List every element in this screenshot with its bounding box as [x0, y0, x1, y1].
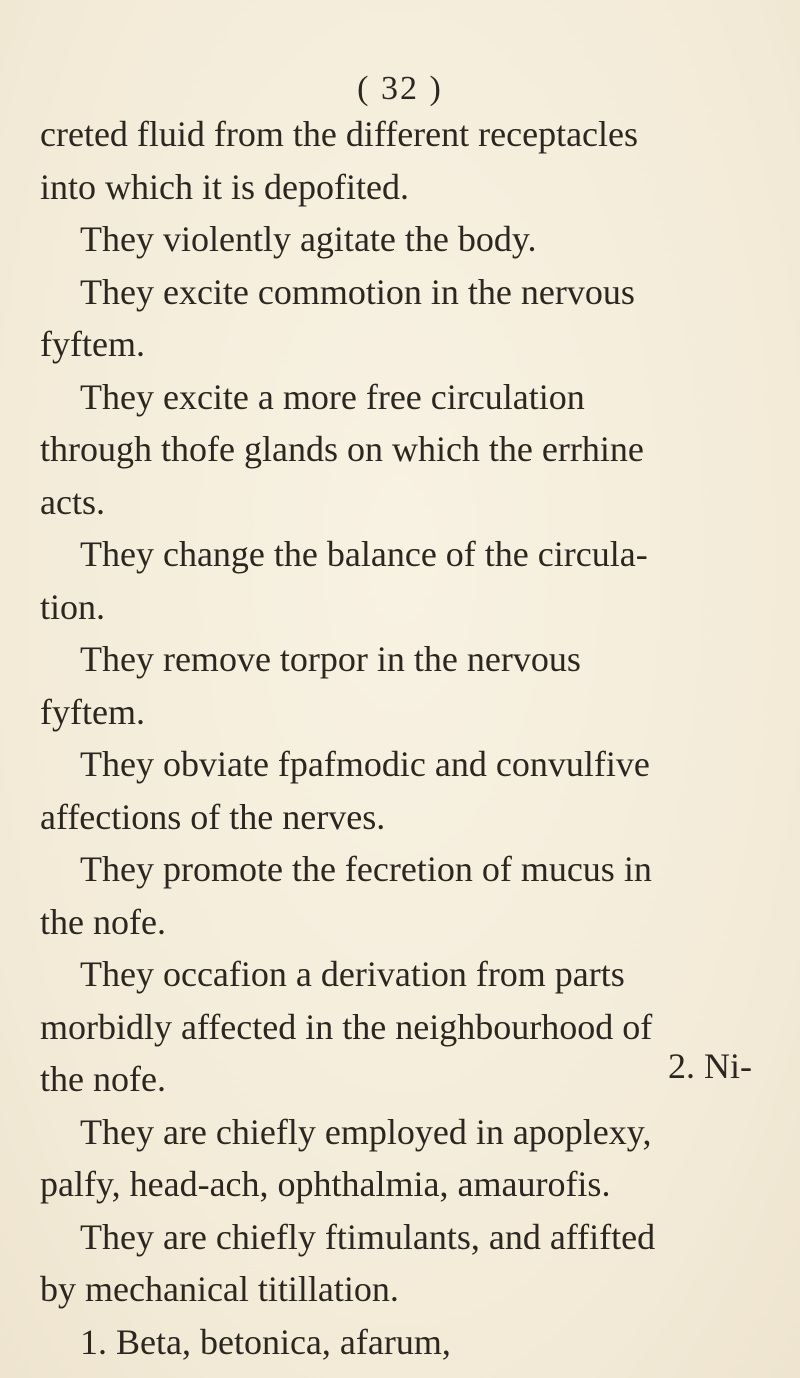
page-number-header: ( 32 ) — [357, 70, 443, 107]
text-line: fyftem. — [40, 691, 145, 732]
text-line: tion. — [40, 586, 106, 627]
text-line: They excite commotion in the nervous — [80, 271, 635, 312]
text-line: They are chiefly ftimulants, and affifted — [80, 1216, 656, 1257]
text-line: They promote the fecretion of mucus in — [80, 849, 652, 889]
text-line: They excite a more free circulation — [80, 376, 585, 417]
text-line: through thofe glands on which the errhine — [40, 429, 644, 469]
text-line: They remove torpor in the nervous — [80, 639, 581, 679]
text-line: fyftem. — [40, 324, 145, 364]
text-line: by mechanical titillation. — [40, 1269, 399, 1309]
text-line: into which it is depofited. — [40, 166, 409, 207]
text-line: acts. — [40, 481, 105, 522]
text-line: They violently agitate the body. — [80, 219, 537, 259]
catchword: 2. Ni- — [668, 1046, 752, 1086]
text-line: the nofe. — [40, 1059, 166, 1099]
text-line: palfy, head-ach, ophthalmia, amaurofis. — [40, 1164, 611, 1204]
text-line: morbidly affected in the neighbourhood of — [40, 1006, 653, 1047]
text-line: They are chiefly employed in apoplexy, — [80, 1111, 652, 1152]
text-line: the nofe. — [40, 901, 166, 942]
text-line: creted fluid from the different receptacles — [40, 114, 639, 154]
text-line: They occafion a derivation from parts — [80, 954, 625, 994]
text-line: They change the balance of the circula- — [80, 534, 648, 574]
text-line: affections of the nerves. — [40, 796, 386, 837]
text-line: 1. Beta, betonica, afarum, — [80, 1321, 451, 1362]
body-text — [40, 108, 760, 1368]
text-line: They obviate fpafmodic and convulfive — [80, 744, 650, 784]
